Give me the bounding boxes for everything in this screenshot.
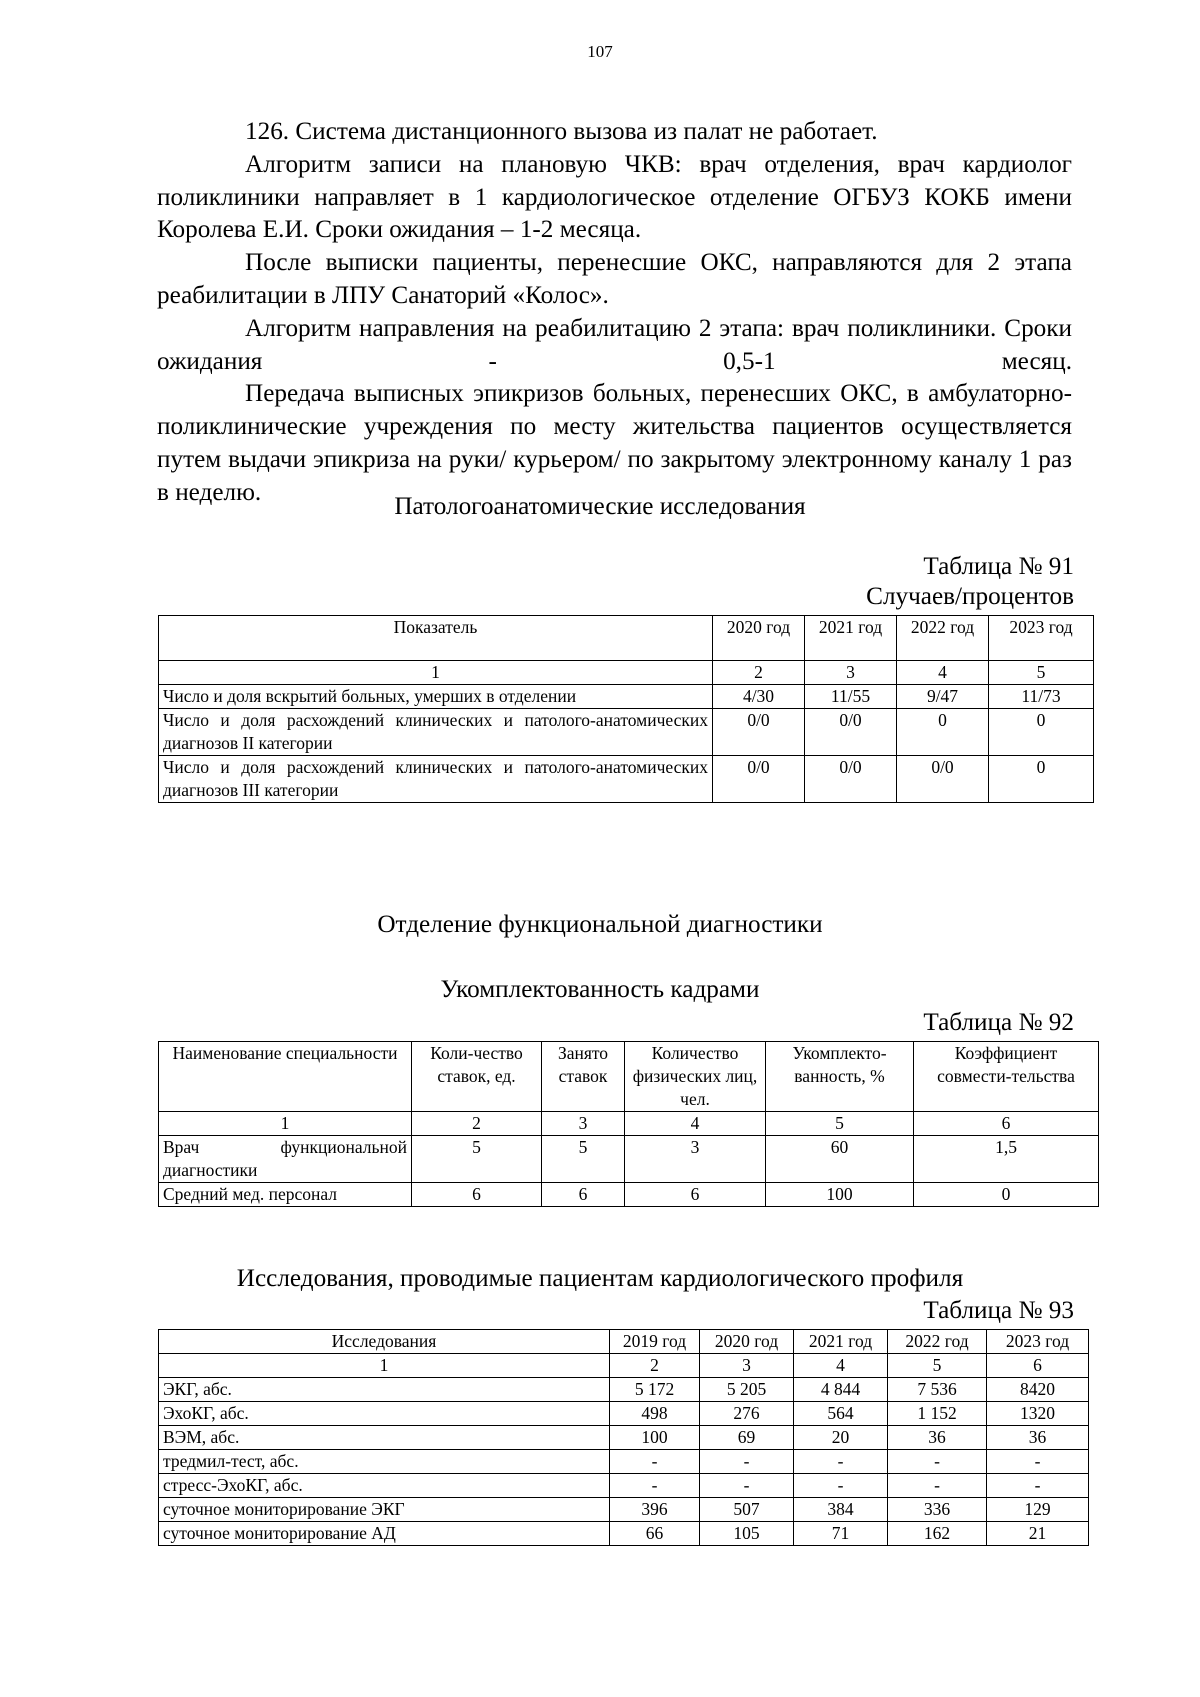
table-row	[159, 685, 1094, 709]
header-cell: Показатель	[159, 616, 713, 661]
table-row	[159, 1378, 1089, 1402]
cell: 20	[794, 1426, 888, 1450]
cell: -	[700, 1450, 794, 1474]
header-cell: Укомплекто-ванность, %	[766, 1042, 914, 1112]
cell: 5	[412, 1136, 542, 1183]
table-row	[159, 1522, 1089, 1546]
cell: -	[888, 1474, 987, 1498]
header-cell: Исследования	[159, 1330, 610, 1354]
table-93	[158, 1329, 1089, 1546]
subheading-staffing: Укомплектованность кадрами	[440, 976, 760, 1003]
row-label: суточное мониторирование ЭКГ	[159, 1498, 610, 1522]
header-cell: 2021 год	[805, 616, 897, 661]
table-row	[159, 1498, 1089, 1522]
paragraph-rehabilitation: После выписки пациенты, перенесшие ОКС, направляются для 2 этапа реабилитации в ЛПУ Санаторий «Колос».	[157, 249, 1072, 309]
cell: 5 172	[610, 1378, 700, 1402]
cell: -	[794, 1474, 888, 1498]
table-header-row	[159, 1330, 1089, 1354]
row-label: суточное мониторирование АД	[159, 1522, 610, 1546]
section-heading-research: Исследования, проводимые пациентам кардиологического профиля	[236, 1265, 964, 1292]
cell: 5 205	[700, 1378, 794, 1402]
cell: 66	[610, 1522, 700, 1546]
cell: 162	[888, 1522, 987, 1546]
header-cell: 2019 год	[610, 1330, 700, 1354]
column-number: 1	[159, 1112, 412, 1136]
header-cell: 2023 год	[989, 616, 1094, 661]
paragraph-pci-algorithm: Алгоритм записи на плановую ЧКВ: врач отделения, врач кардиолог поликлиники направляет в 1 кардиологическое отделение ОГБУЗ КОКБ имени Королева Е.И. Сроки ожидания – 1-2 месяца.	[157, 150, 1072, 244]
column-number-row	[159, 661, 1094, 685]
row-label: Число и доля расхождений клинических и патолого-анатомических диагнозов III категории	[159, 756, 713, 803]
cell: -	[987, 1450, 1089, 1474]
cell: 11/55	[805, 685, 897, 709]
cell: 36	[987, 1426, 1089, 1450]
cell: 9/47	[897, 685, 989, 709]
cell: 60	[766, 1136, 914, 1183]
cell: 105	[700, 1522, 794, 1546]
table-91-label: Таблица № 91	[923, 553, 1074, 580]
cell: 7 536	[888, 1378, 987, 1402]
table-row	[159, 709, 1094, 756]
column-number: 2	[610, 1354, 700, 1378]
row-label: тредмил-тест, абс.	[159, 1450, 610, 1474]
cell: 498	[610, 1402, 700, 1426]
header-cell: Коэффициент совмести-тельства	[914, 1042, 1099, 1112]
cell: 396	[610, 1498, 700, 1522]
header-cell: Количество физических лиц, чел.	[625, 1042, 766, 1112]
column-number: 1	[159, 1354, 610, 1378]
row-label: Врач функциональной диагностики	[159, 1136, 412, 1183]
table-row	[159, 1183, 1099, 1207]
row-label: ЭхоКГ, абс.	[159, 1402, 610, 1426]
cell: 21	[987, 1522, 1089, 1546]
column-number: 5	[766, 1112, 914, 1136]
page-number: 107	[587, 42, 613, 61]
cell: 5	[542, 1136, 625, 1183]
cell: 0/0	[713, 756, 805, 803]
cell: 1 152	[888, 1402, 987, 1426]
header-cell: 2023 год	[987, 1330, 1089, 1354]
column-number: 4	[794, 1354, 888, 1378]
cell: -	[987, 1474, 1089, 1498]
column-number: 2	[713, 661, 805, 685]
paragraph-126: 126. Система дистанционного вызова из палат не работает.	[245, 118, 878, 145]
cell: 0	[989, 756, 1094, 803]
cell: 11/73	[989, 685, 1094, 709]
table-header-row	[159, 616, 1094, 661]
table-row	[159, 1450, 1089, 1474]
column-number: 5	[888, 1354, 987, 1378]
column-number-row	[159, 1354, 1089, 1378]
table-92	[158, 1041, 1099, 1207]
header-cell: Занято ставок	[542, 1042, 625, 1112]
row-label: ВЭМ, абс.	[159, 1426, 610, 1450]
column-number-row	[159, 1112, 1099, 1136]
cell: 129	[987, 1498, 1089, 1522]
header-cell: 2022 год	[897, 616, 989, 661]
table-row	[159, 756, 1094, 803]
column-number: 6	[914, 1112, 1099, 1136]
cell: -	[794, 1450, 888, 1474]
header-cell: Наименование специальности	[159, 1042, 412, 1112]
cell: 100	[610, 1426, 700, 1450]
cell: -	[610, 1450, 700, 1474]
column-number: 3	[542, 1112, 625, 1136]
cell: 6	[625, 1183, 766, 1207]
cell: -	[610, 1474, 700, 1498]
cell: 276	[700, 1402, 794, 1426]
row-label: Число и доля вскрытий больных, умерших в отделении	[159, 685, 713, 709]
table-row	[159, 1474, 1089, 1498]
column-number: 6	[987, 1354, 1089, 1378]
cell: 0/0	[805, 709, 897, 756]
cell: 1320	[987, 1402, 1089, 1426]
cell: -	[700, 1474, 794, 1498]
body-text	[157, 116, 1072, 510]
cell: 4 844	[794, 1378, 888, 1402]
table-93-label: Таблица № 93	[923, 1297, 1074, 1324]
cell: 36	[888, 1426, 987, 1450]
cell: 69	[700, 1426, 794, 1450]
column-number: 5	[989, 661, 1094, 685]
cell: 1,5	[914, 1136, 1099, 1183]
header-cell: 2022 год	[888, 1330, 987, 1354]
header-cell: 2020 год	[713, 616, 805, 661]
cell: 0/0	[897, 756, 989, 803]
cell: 564	[794, 1402, 888, 1426]
cell: 3	[625, 1136, 766, 1183]
column-number: 4	[625, 1112, 766, 1136]
cell: 4/30	[713, 685, 805, 709]
cell: 0	[989, 709, 1094, 756]
row-label: Число и доля расхождений клинических и патолого-анатомических диагнозов II категории	[159, 709, 713, 756]
cell: 336	[888, 1498, 987, 1522]
row-label: Средний мед. персонал	[159, 1183, 412, 1207]
cell: 0	[914, 1183, 1099, 1207]
cell: 384	[794, 1498, 888, 1522]
cell: 0	[897, 709, 989, 756]
cell: -	[888, 1450, 987, 1474]
table-header-row	[159, 1042, 1099, 1112]
table-92-label: Таблица № 92	[923, 1009, 1074, 1036]
table-91-units: Случаев/процентов	[866, 583, 1074, 610]
row-label: ЭКГ, абс.	[159, 1378, 610, 1402]
cell: 0/0	[805, 756, 897, 803]
header-cell: Коли-чество ставок, ед.	[412, 1042, 542, 1112]
cell: 71	[794, 1522, 888, 1546]
cell: 8420	[987, 1378, 1089, 1402]
header-cell: 2021 год	[794, 1330, 888, 1354]
row-label: стресс-ЭхоКГ, абс.	[159, 1474, 610, 1498]
column-number: 1	[159, 661, 713, 685]
table-row	[159, 1136, 1099, 1183]
column-number: 4	[897, 661, 989, 685]
column-number: 3	[805, 661, 897, 685]
column-number: 2	[412, 1112, 542, 1136]
cell: 6	[542, 1183, 625, 1207]
cell: 507	[700, 1498, 794, 1522]
table-row	[159, 1426, 1089, 1450]
section-heading-pathology: Патологоанатомические исследования	[394, 493, 806, 520]
paragraph-epicrisis: Передача выписных эпикризов больных, перенесших ОКС, в амбулаторно-поликлинические учреждения по месту жительства пациентов осуществляется путем выдачи эпикриза на руки/ курьером/ по закрытому электронному каналу 1 раз в неделю.	[157, 380, 1072, 506]
section-heading-functional: Отделение функциональной диагностики	[377, 911, 823, 938]
column-number: 3	[700, 1354, 794, 1378]
paragraph-rehab-algorithm: Алгоритм направления на реабилитацию 2 этапа: врач поликлиники. Сроки ожидания - 0,5-1 месяц.	[157, 314, 1072, 375]
cell: 6	[412, 1183, 542, 1207]
table-91	[158, 615, 1094, 803]
table-row	[159, 1402, 1089, 1426]
header-cell: 2020 год	[700, 1330, 794, 1354]
cell: 100	[766, 1183, 914, 1207]
cell: 0/0	[713, 709, 805, 756]
